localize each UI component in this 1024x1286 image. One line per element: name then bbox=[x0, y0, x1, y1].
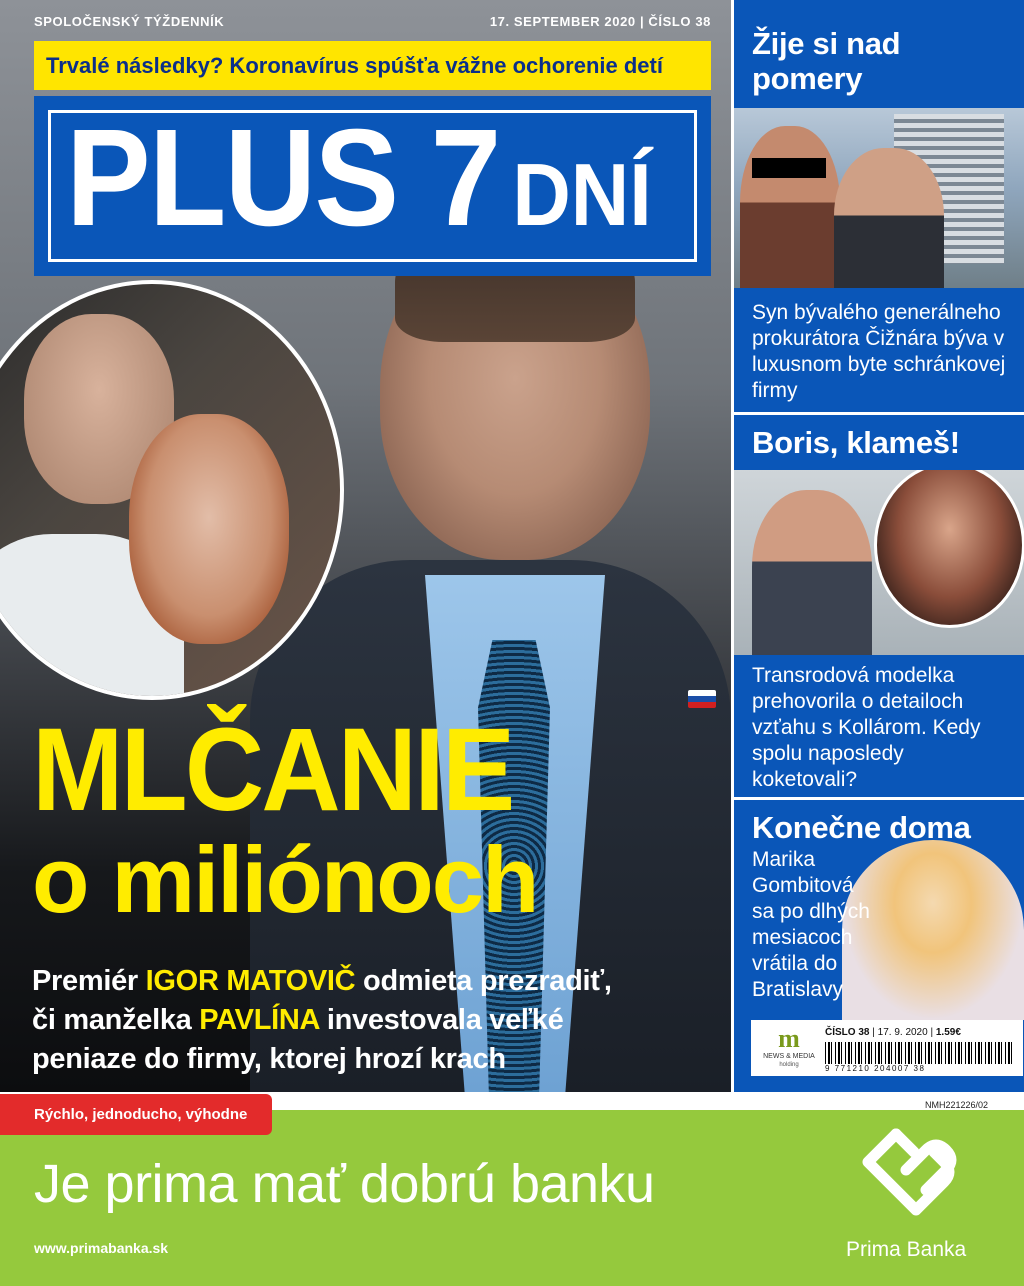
barcode-icon bbox=[825, 1042, 1015, 1064]
sidebar-story2-text: Transrodová modelka prehovorila o detailoch vzťahu s Kollárom. Kedy spolu naposledy koketovali? bbox=[752, 664, 981, 791]
issue-price: 1.59€ bbox=[935, 1027, 961, 1038]
sidebar-story2-title[interactable]: Boris, klameš! bbox=[752, 425, 960, 460]
ean-code: 9 771210 204007 38 bbox=[825, 1064, 926, 1073]
publisher-sub: holding bbox=[779, 1062, 799, 1068]
deck-text: Premiér bbox=[32, 965, 146, 997]
ad-url[interactable]: www.primabanka.sk bbox=[34, 1240, 169, 1256]
masthead-kicker: SPOLOČENSKÝ TÝŽDENNÍK bbox=[34, 14, 225, 29]
issue-info: 17. SEPTEMBER 2020 | ČÍSLO 38 bbox=[489, 14, 711, 29]
masthead-topline bbox=[34, 14, 711, 36]
logo-suffix: DNÍ bbox=[512, 145, 652, 244]
issue-date: 17. 9. 2020 bbox=[877, 1027, 928, 1038]
cover-headline[interactable]: MLČANIE bbox=[32, 704, 513, 836]
deck-text: peniaze do firmy, ktorej hrozí krach bbox=[32, 1043, 506, 1075]
publisher-logo bbox=[759, 1026, 819, 1072]
issue-line: ČÍSLO 38 | 17. 9. 2020 | 1.59€ bbox=[825, 1027, 961, 1038]
masthead-logo bbox=[34, 96, 711, 276]
sidebar-story1-text: Syn bývalého generálneho prokurátora Čižnára býva v luxusnom byte schránkovej firmy bbox=[752, 301, 1006, 402]
ad-slogan: Je prima mať dobrú banku bbox=[34, 1154, 655, 1214]
teaser-bar[interactable]: Trvalé následky? Koronavírus spúšťa vážne ochorenie detí bbox=[34, 41, 711, 90]
cover-deck bbox=[32, 962, 722, 1079]
bank-advert[interactable] bbox=[0, 1110, 1024, 1286]
deck-text: či manželka bbox=[32, 1004, 200, 1036]
barcode-box bbox=[751, 1020, 1023, 1076]
issue-number: ČÍSLO 38 bbox=[825, 1027, 870, 1038]
divider bbox=[734, 797, 1024, 800]
ad-tagline: Rýchlo, jednoducho, výhodne bbox=[0, 1094, 272, 1135]
prima-banka-logo-icon bbox=[856, 1124, 966, 1234]
deck-highlight-name: PAVLÍNA bbox=[199, 1004, 320, 1036]
publisher-name: NEWS & MEDIA bbox=[763, 1053, 815, 1060]
sidebar-story3-text: Marika Gombitová sa po dlhých mesiacoch vrátila do Bratislavy bbox=[752, 848, 870, 1001]
sidebar-story3-title[interactable]: Konečne doma bbox=[752, 810, 971, 845]
sidebar-story1-photo bbox=[734, 108, 1024, 288]
flag-pin-icon bbox=[688, 690, 716, 708]
deck-text: odmieta prezradiť, bbox=[355, 965, 612, 997]
sidebar bbox=[734, 0, 1024, 1092]
deck-highlight-name: IGOR MATOVIČ bbox=[145, 965, 356, 997]
sidebar-story1-title[interactable]: Žije si nad pomery bbox=[752, 26, 901, 96]
sidebar-story2-photo bbox=[734, 470, 1024, 655]
bank-name: Prima Banka bbox=[846, 1238, 967, 1261]
deck-text: investovala veľké bbox=[319, 1004, 564, 1036]
logo-main: PLUS 7 bbox=[66, 101, 500, 255]
print-code: NMH221226/02 bbox=[925, 1100, 989, 1110]
divider bbox=[734, 412, 1024, 415]
cover-subheadline[interactable]: o miliónoch bbox=[32, 827, 538, 932]
publisher-mark: m bbox=[778, 1024, 800, 1053]
